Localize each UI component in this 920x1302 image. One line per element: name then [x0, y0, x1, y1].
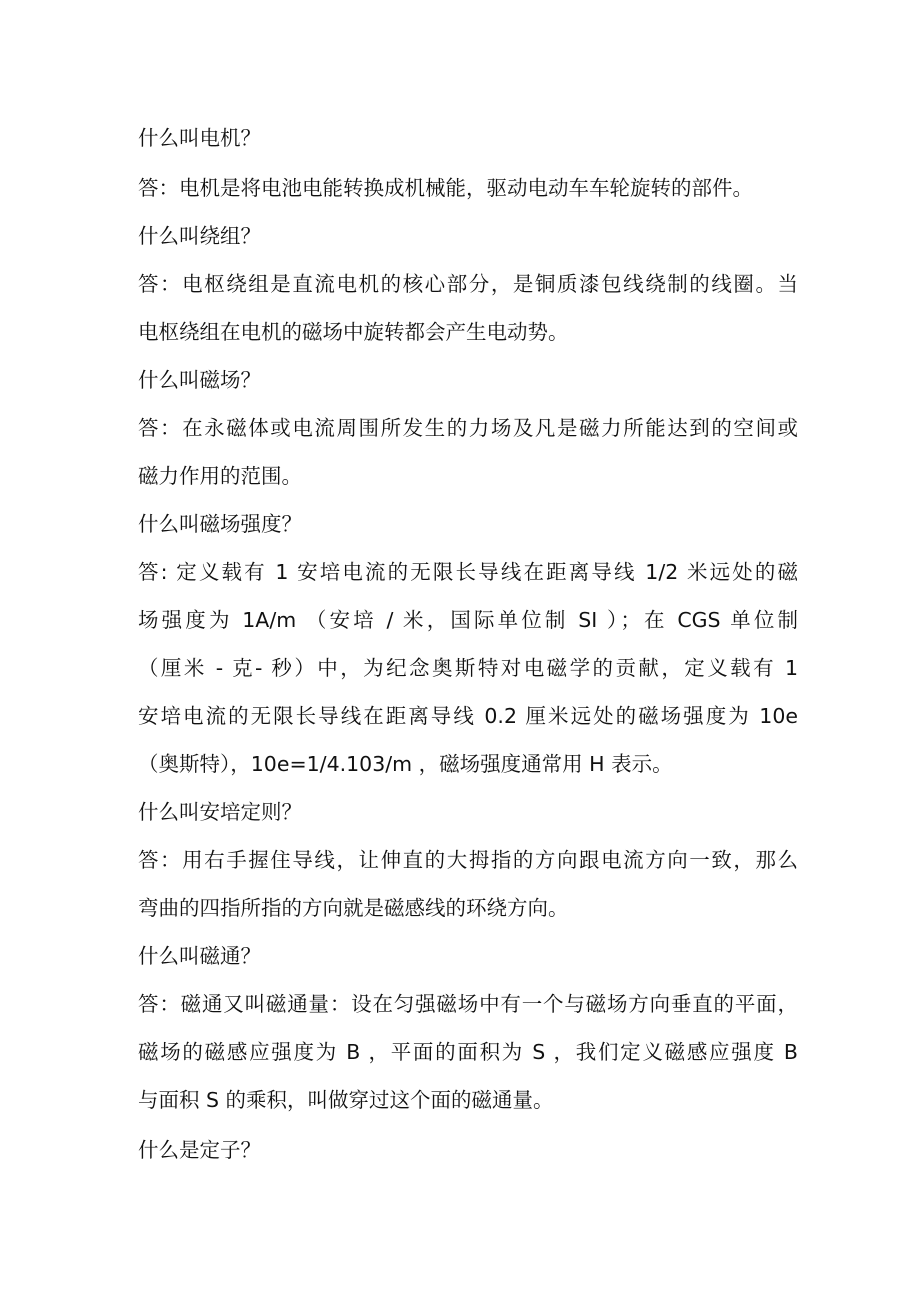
- answer-field-strength-line-1: 答: 定义载有 1 安培电流的无限长导线在距离导线 1/2 米远处的磁: [138, 560, 798, 584]
- answer-motor-line-1: 答：电机是将电池电能转换成机械能，驱动电动车车轮旋转的部件。: [138, 176, 753, 200]
- question-magnetic-field: 什么叫磁场？: [138, 368, 261, 392]
- answer-winding-line-2: 电枢绕组在电机的磁场中旋转都会产生电动势。: [138, 320, 569, 344]
- question-magnetic-flux: 什么叫磁通？: [138, 944, 261, 968]
- answer-magnetic-flux-line-3: 与面积 S 的乘积，叫做穿过这个面的磁通量。: [138, 1088, 554, 1112]
- answer-ampere-rule-line-1: 答：用右手握住导线，让伸直的大拇指的方向跟电流方向一致，那么: [138, 848, 798, 872]
- answer-ampere-rule-line-2: 弯曲的四指所指的方向就是磁感线的环绕方向。: [138, 896, 569, 920]
- question-winding: 什么叫绕组？: [138, 224, 261, 248]
- answer-magnetic-field-line-2: 磁力作用的范围。: [138, 464, 302, 488]
- answer-field-strength-line-2: 场强度为 1A/m （安培 / 米，国际单位制 SI ）；在 CGS 单位制: [138, 608, 798, 632]
- answer-field-strength-line-3: （厘米 - 克- 秒）中，为纪念奥斯特对电磁学的贡献，定义载有 1: [138, 656, 798, 680]
- question-stator: 什么是定子？: [138, 1138, 261, 1162]
- answer-field-strength-line-4: 安培电流的无限长导线在距离导线 0.2 厘米远处的磁场强度为 10e: [138, 704, 798, 728]
- question-field-strength: 什么叫磁场强度？: [138, 512, 302, 536]
- answer-magnetic-flux-line-2: 磁场的磁感应强度为 B ，平面的面积为 S ，我们定义磁感应强度 B: [138, 1040, 798, 1064]
- answer-magnetic-flux-line-1: 答：磁通又叫磁通量：设在匀强磁场中有一个与磁场方向垂直的平面，: [138, 992, 798, 1016]
- answer-winding-line-1: 答：电枢绕组是直流电机的核心部分，是铜质漆包线绕制的线圈。当: [138, 272, 798, 296]
- answer-field-strength-line-5: （奥斯特），10e=1/4.103/m ，磁场强度通常用 H 表示。: [138, 752, 673, 776]
- question-motor: 什么叫电机？: [138, 126, 261, 150]
- answer-magnetic-field-line-1: 答：在永磁体或电流周围所发生的力场及凡是磁力所能达到的空间或: [138, 416, 798, 440]
- question-ampere-rule: 什么叫安培定则？: [138, 800, 302, 824]
